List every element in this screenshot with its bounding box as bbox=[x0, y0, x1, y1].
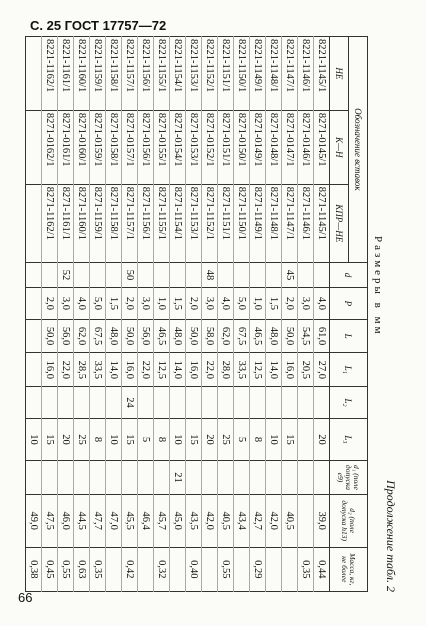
cell-l2 bbox=[74, 387, 90, 419]
cell-l: 50,0 bbox=[42, 319, 58, 353]
cell-l3: 10 bbox=[266, 418, 282, 460]
cell-d1 bbox=[138, 461, 154, 495]
cell-d: 48 bbox=[202, 262, 218, 287]
cell-d2: 47,7 bbox=[90, 494, 106, 547]
cell-kpr: 8271-1149/1 bbox=[250, 184, 266, 262]
cell-l1: 12,5 bbox=[250, 353, 266, 387]
cell-l3: 25 bbox=[74, 418, 90, 460]
cell-l1: 27,0 bbox=[314, 353, 330, 387]
cell-l: 48,0 bbox=[266, 319, 282, 353]
cell-kn: 8271-0150/1 bbox=[234, 110, 250, 184]
rotated-table-area bbox=[10, 36, 400, 596]
cell-l: 54,5 bbox=[298, 319, 314, 353]
cell-ne: 8221-1145/1 bbox=[314, 37, 330, 111]
cell-ne: 8221-1154/1 bbox=[170, 37, 186, 111]
cell-d2: 45,5 bbox=[122, 494, 138, 547]
cell-kpr: 8271-1150/1 bbox=[234, 184, 250, 262]
cell-m: 0,55 bbox=[218, 547, 234, 591]
cell-kn: 8271-0151/1 bbox=[218, 110, 234, 184]
cell-l2 bbox=[266, 387, 282, 419]
cell-p: 2,0 bbox=[42, 288, 58, 320]
cell-m bbox=[282, 547, 298, 591]
cell-l: 67,5 bbox=[90, 319, 106, 353]
cell-d2: 45,7 bbox=[154, 494, 170, 547]
cell-l3: 15 bbox=[186, 418, 202, 460]
cell-p: 5,0 bbox=[90, 288, 106, 320]
cell-l3: 10 bbox=[170, 418, 186, 460]
cell-d bbox=[106, 262, 122, 287]
cell-kpr: 8271-1151/1 bbox=[218, 184, 234, 262]
cell-ne: 8221-1152/1 bbox=[202, 37, 218, 111]
cell-d1 bbox=[106, 461, 122, 495]
cell-ne: 8221-1161/1 bbox=[58, 37, 74, 111]
cell-kn: 8271-0145/1 bbox=[314, 110, 330, 184]
table-row bbox=[74, 37, 90, 592]
cell-m: 0,35 bbox=[298, 547, 314, 591]
cell-m: 0,55 bbox=[58, 547, 74, 591]
cell-p: 3,0 bbox=[298, 288, 314, 320]
cell-l2 bbox=[186, 387, 202, 419]
cell-kn: 8271-0154/1 bbox=[170, 110, 186, 184]
cell-l: 50,0 bbox=[186, 319, 202, 353]
cell-l3: 10 bbox=[26, 418, 42, 460]
header-group: Обозначение вставок bbox=[349, 37, 368, 263]
cell-l2 bbox=[234, 387, 250, 419]
cell-d1 bbox=[266, 461, 282, 495]
cell-d1 bbox=[250, 461, 266, 495]
cell-kpr: 8271-1152/1 bbox=[202, 184, 218, 262]
table-row bbox=[154, 37, 170, 592]
page-number: 66 bbox=[18, 590, 33, 605]
cell-ne: 8221-1149/1 bbox=[250, 37, 266, 111]
cell-l1: 16,0 bbox=[42, 353, 58, 387]
cell-d bbox=[298, 262, 314, 287]
cell-m: 0,40 bbox=[186, 547, 202, 591]
cell-d: 52 bbox=[58, 262, 74, 287]
cell-l2 bbox=[250, 387, 266, 419]
cell-d2: 40,5 bbox=[282, 494, 298, 547]
table-body bbox=[26, 37, 330, 592]
cell-ne: 8221-1159/1 bbox=[90, 37, 106, 111]
cell-d bbox=[26, 262, 42, 287]
cell-l bbox=[26, 319, 42, 353]
cell-l1 bbox=[26, 353, 42, 387]
cell-l3: 5 bbox=[138, 418, 154, 460]
cell-kpr: 8271-1148/1 bbox=[266, 184, 282, 262]
cell-l3: 8 bbox=[250, 418, 266, 460]
header-p: P bbox=[330, 288, 368, 320]
cell-ne: 8221-1156/1 bbox=[138, 37, 154, 111]
cell-d2: 46,0 bbox=[58, 494, 74, 547]
cell-kpr bbox=[26, 184, 42, 262]
cell-d bbox=[42, 262, 58, 287]
cell-m: 0,35 bbox=[90, 547, 106, 591]
cell-p: 4,0 bbox=[74, 288, 90, 320]
cell-kn: 8271-0148/1 bbox=[266, 110, 282, 184]
cell-d2: 49,0 bbox=[26, 494, 42, 547]
cell-l1: 14,0 bbox=[106, 353, 122, 387]
cell-d1 bbox=[202, 461, 218, 495]
cell-d2: 39,0 bbox=[314, 494, 330, 547]
cell-l3: 20 bbox=[58, 418, 74, 460]
cell-kpr: 8271-1146/1 bbox=[298, 184, 314, 262]
cell-d2: 43,5 bbox=[186, 494, 202, 547]
table-row bbox=[298, 37, 314, 592]
cell-m bbox=[234, 547, 250, 591]
cell-l1: 14,0 bbox=[266, 353, 282, 387]
cell-m: 0,29 bbox=[250, 547, 266, 591]
cell-p: 1,5 bbox=[106, 288, 122, 320]
cell-l3: 5 bbox=[234, 418, 250, 460]
cell-kn: 8271-0158/1 bbox=[106, 110, 122, 184]
cell-kn: 8271-0149/1 bbox=[250, 110, 266, 184]
cell-d bbox=[314, 262, 330, 287]
page-header: С. 25 ГОСТ 17757—72 bbox=[30, 18, 167, 33]
cell-d1 bbox=[90, 461, 106, 495]
cell-kn: 8271-0146/1 bbox=[298, 110, 314, 184]
cell-kn: 8271-0160/1 bbox=[74, 110, 90, 184]
table-row bbox=[42, 37, 58, 592]
cell-l3: 15 bbox=[282, 418, 298, 460]
table-row bbox=[250, 37, 266, 592]
cell-p: 2,0 bbox=[186, 288, 202, 320]
cell-d2: 47,5 bbox=[42, 494, 58, 547]
cell-m bbox=[202, 547, 218, 591]
cell-d1 bbox=[218, 461, 234, 495]
cell-d2: 43,4 bbox=[234, 494, 250, 547]
cell-l1: 14,0 bbox=[170, 353, 186, 387]
cell-ne: 8221-1155/1 bbox=[154, 37, 170, 111]
cell-l3: 15 bbox=[122, 418, 138, 460]
cell-ne bbox=[26, 37, 42, 111]
cell-l2 bbox=[26, 387, 42, 419]
header-l1: L₁ bbox=[330, 353, 368, 387]
cell-l2 bbox=[154, 387, 170, 419]
cell-d1 bbox=[42, 461, 58, 495]
cell-l3 bbox=[298, 418, 314, 460]
cell-m: 0,32 bbox=[154, 547, 170, 591]
cell-l1: 28,0 bbox=[218, 353, 234, 387]
cell-ne: 8221-1157/1 bbox=[122, 37, 138, 111]
table-row bbox=[202, 37, 218, 592]
cell-l1: 12,5 bbox=[154, 353, 170, 387]
cell-kn: 8271-0153/1 bbox=[186, 110, 202, 184]
cell-p: 1,0 bbox=[154, 288, 170, 320]
cell-l2 bbox=[170, 387, 186, 419]
header-ne: НЕ bbox=[330, 37, 349, 111]
cell-l: 50,0 bbox=[122, 319, 138, 353]
cell-l: 61,0 bbox=[314, 319, 330, 353]
cell-ne: 8221-1150/1 bbox=[234, 37, 250, 111]
cell-l: 46,5 bbox=[250, 319, 266, 353]
cell-d2 bbox=[298, 494, 314, 547]
cell-kn: 8271-0156/1 bbox=[138, 110, 154, 184]
cell-d bbox=[138, 262, 154, 287]
cell-l1: 28,5 bbox=[74, 353, 90, 387]
cell-m: 0,44 bbox=[314, 547, 330, 591]
cell-d2: 45,0 bbox=[170, 494, 186, 547]
cell-kpr: 8271-1160/1 bbox=[74, 184, 90, 262]
cell-l3: 8 bbox=[154, 418, 170, 460]
header-d2: d₂ (поле допуска h13) bbox=[330, 494, 368, 547]
cell-ne: 8221-1160/1 bbox=[74, 37, 90, 111]
table-row bbox=[170, 37, 186, 592]
cell-kpr: 8271-1157/1 bbox=[122, 184, 138, 262]
cell-kpr: 8271-1161/1 bbox=[58, 184, 74, 262]
table-row bbox=[314, 37, 330, 592]
cell-l: 62,0 bbox=[74, 319, 90, 353]
cell-l2 bbox=[218, 387, 234, 419]
cell-d2: 47,0 bbox=[106, 494, 122, 547]
cell-d2: 40,5 bbox=[218, 494, 234, 547]
data-table bbox=[25, 36, 368, 592]
cell-m: 0,63 bbox=[74, 547, 90, 591]
cell-kn: 8271-0147/1 bbox=[282, 110, 298, 184]
cell-l2 bbox=[42, 387, 58, 419]
cell-p: 2,0 bbox=[122, 288, 138, 320]
cell-d1 bbox=[58, 461, 74, 495]
cell-p: 3,0 bbox=[202, 288, 218, 320]
cell-l2: 24 bbox=[122, 387, 138, 419]
cell-l2 bbox=[202, 387, 218, 419]
cell-l2 bbox=[314, 387, 330, 419]
table-row bbox=[90, 37, 106, 592]
cell-d1: 21 bbox=[170, 461, 186, 495]
cell-l1: 16,0 bbox=[122, 353, 138, 387]
cell-p bbox=[26, 288, 42, 320]
cell-kpr: 8271-1162/1 bbox=[42, 184, 58, 262]
cell-d1 bbox=[234, 461, 250, 495]
cell-p: 1,5 bbox=[170, 288, 186, 320]
cell-kn: 8271-0159/1 bbox=[90, 110, 106, 184]
cell-kn: 8271-0157/1 bbox=[122, 110, 138, 184]
cell-l3: 10 bbox=[106, 418, 122, 460]
cell-m: 0,38 bbox=[26, 547, 42, 591]
header-kpr: КПР—НЕ bbox=[330, 184, 349, 262]
cell-d bbox=[90, 262, 106, 287]
cell-d1 bbox=[26, 461, 42, 495]
cell-p: 3,0 bbox=[138, 288, 154, 320]
cell-kn bbox=[26, 110, 42, 184]
cell-d2: 42,0 bbox=[266, 494, 282, 547]
cell-l3: 20 bbox=[314, 418, 330, 460]
cell-l2 bbox=[58, 387, 74, 419]
table-row bbox=[138, 37, 154, 592]
cell-l1: 16,0 bbox=[186, 353, 202, 387]
cell-kpr: 8271-1154/1 bbox=[170, 184, 186, 262]
cell-m bbox=[266, 547, 282, 591]
cell-d2: 44,5 bbox=[74, 494, 90, 547]
cell-l1: 22,0 bbox=[58, 353, 74, 387]
cell-d bbox=[186, 262, 202, 287]
cell-l: 48,0 bbox=[106, 319, 122, 353]
cell-kpr: 8271-1155/1 bbox=[154, 184, 170, 262]
header-d: d bbox=[330, 262, 368, 287]
cell-d bbox=[250, 262, 266, 287]
cell-d1 bbox=[186, 461, 202, 495]
cell-l1: 20,5 bbox=[298, 353, 314, 387]
table-row bbox=[266, 37, 282, 592]
cell-p: 3,0 bbox=[58, 288, 74, 320]
cell-kpr: 8271-1156/1 bbox=[138, 184, 154, 262]
cell-kpr: 8271-1153/1 bbox=[186, 184, 202, 262]
cell-m: 0,42 bbox=[122, 547, 138, 591]
table-row bbox=[26, 37, 42, 592]
cell-d bbox=[234, 262, 250, 287]
header-l2: L₂ bbox=[330, 387, 368, 419]
cell-p: 5,0 bbox=[234, 288, 250, 320]
table-row bbox=[186, 37, 202, 592]
cell-kn: 8271-0152/1 bbox=[202, 110, 218, 184]
cell-l3: 15 bbox=[42, 418, 58, 460]
cell-d: 50 bbox=[122, 262, 138, 287]
cell-l3: 25 bbox=[218, 418, 234, 460]
cell-m bbox=[138, 547, 154, 591]
cell-ne: 8221-1146/1 bbox=[298, 37, 314, 111]
cell-d1 bbox=[154, 461, 170, 495]
cell-d bbox=[170, 262, 186, 287]
header-l: L bbox=[330, 319, 368, 353]
cell-l1: 33,5 bbox=[90, 353, 106, 387]
cell-d1 bbox=[74, 461, 90, 495]
cell-ne: 8221-1151/1 bbox=[218, 37, 234, 111]
cell-l3: 20 bbox=[202, 418, 218, 460]
cell-l: 56,0 bbox=[58, 319, 74, 353]
continuation-title: Продолжение табл. 2 bbox=[384, 480, 398, 592]
cell-d2: 46,4 bbox=[138, 494, 154, 547]
cell-d bbox=[266, 262, 282, 287]
table-row bbox=[122, 37, 138, 592]
table-row bbox=[282, 37, 298, 592]
table-row bbox=[234, 37, 250, 592]
cell-d1 bbox=[282, 461, 298, 495]
cell-l3: 8 bbox=[90, 418, 106, 460]
cell-l2 bbox=[106, 387, 122, 419]
cell-d2: 42,0 bbox=[202, 494, 218, 547]
cell-p: 4,0 bbox=[218, 288, 234, 320]
cell-ne: 8221-1148/1 bbox=[266, 37, 282, 111]
cell-l: 48,0 bbox=[170, 319, 186, 353]
header-l3: L₃ bbox=[330, 418, 368, 460]
cell-d1 bbox=[298, 461, 314, 495]
header-d1: d₁ (поле допуска e9) bbox=[330, 461, 368, 495]
cell-l2 bbox=[90, 387, 106, 419]
cell-kpr: 8271-1158/1 bbox=[106, 184, 122, 262]
cell-ne: 8221-1162/1 bbox=[42, 37, 58, 111]
cell-l: 67,5 bbox=[234, 319, 250, 353]
cell-l2 bbox=[138, 387, 154, 419]
cell-l1: 33,5 bbox=[234, 353, 250, 387]
cell-p: 1,0 bbox=[250, 288, 266, 320]
cell-d bbox=[74, 262, 90, 287]
cell-kpr: 8271-1159/1 bbox=[90, 184, 106, 262]
cell-kpr: 8271-1145/1 bbox=[314, 184, 330, 262]
table-row bbox=[218, 37, 234, 592]
cell-p: 2,0 bbox=[282, 288, 298, 320]
cell-d bbox=[218, 262, 234, 287]
cell-l: 50,0 bbox=[282, 319, 298, 353]
cell-d bbox=[154, 262, 170, 287]
cell-l1: 22,0 bbox=[202, 353, 218, 387]
cell-kpr: 8271-1147/1 bbox=[282, 184, 298, 262]
header-mass: Масса, кг, не более bbox=[330, 547, 368, 591]
cell-m bbox=[170, 547, 186, 591]
cell-l: 56,0 bbox=[138, 319, 154, 353]
cell-m bbox=[106, 547, 122, 591]
cell-ne: 8221-1158/1 bbox=[106, 37, 122, 111]
cell-l: 62,0 bbox=[218, 319, 234, 353]
cell-d2: 42,7 bbox=[250, 494, 266, 547]
cell-ne: 8221-1153/1 bbox=[186, 37, 202, 111]
cell-ne: 8221-1147/1 bbox=[282, 37, 298, 111]
cell-d: 45 bbox=[282, 262, 298, 287]
cell-l2 bbox=[298, 387, 314, 419]
dimensions-title: Размеры в мм bbox=[372, 236, 384, 337]
cell-kn: 8271-0161/1 bbox=[58, 110, 74, 184]
cell-l: 46,5 bbox=[154, 319, 170, 353]
cell-p: 1,5 bbox=[266, 288, 282, 320]
table-row bbox=[58, 37, 74, 592]
cell-l1: 16,0 bbox=[282, 353, 298, 387]
cell-kn: 8271-0155/1 bbox=[154, 110, 170, 184]
cell-l: 58,0 bbox=[202, 319, 218, 353]
cell-d1 bbox=[122, 461, 138, 495]
cell-p: 4,0 bbox=[314, 288, 330, 320]
cell-l1: 22,0 bbox=[138, 353, 154, 387]
header-kn: К—Н bbox=[330, 110, 349, 184]
cell-kn: 8271-0162/1 bbox=[42, 110, 58, 184]
cell-d1 bbox=[314, 461, 330, 495]
cell-l2 bbox=[282, 387, 298, 419]
table-row bbox=[106, 37, 122, 592]
cell-m: 0,45 bbox=[42, 547, 58, 591]
